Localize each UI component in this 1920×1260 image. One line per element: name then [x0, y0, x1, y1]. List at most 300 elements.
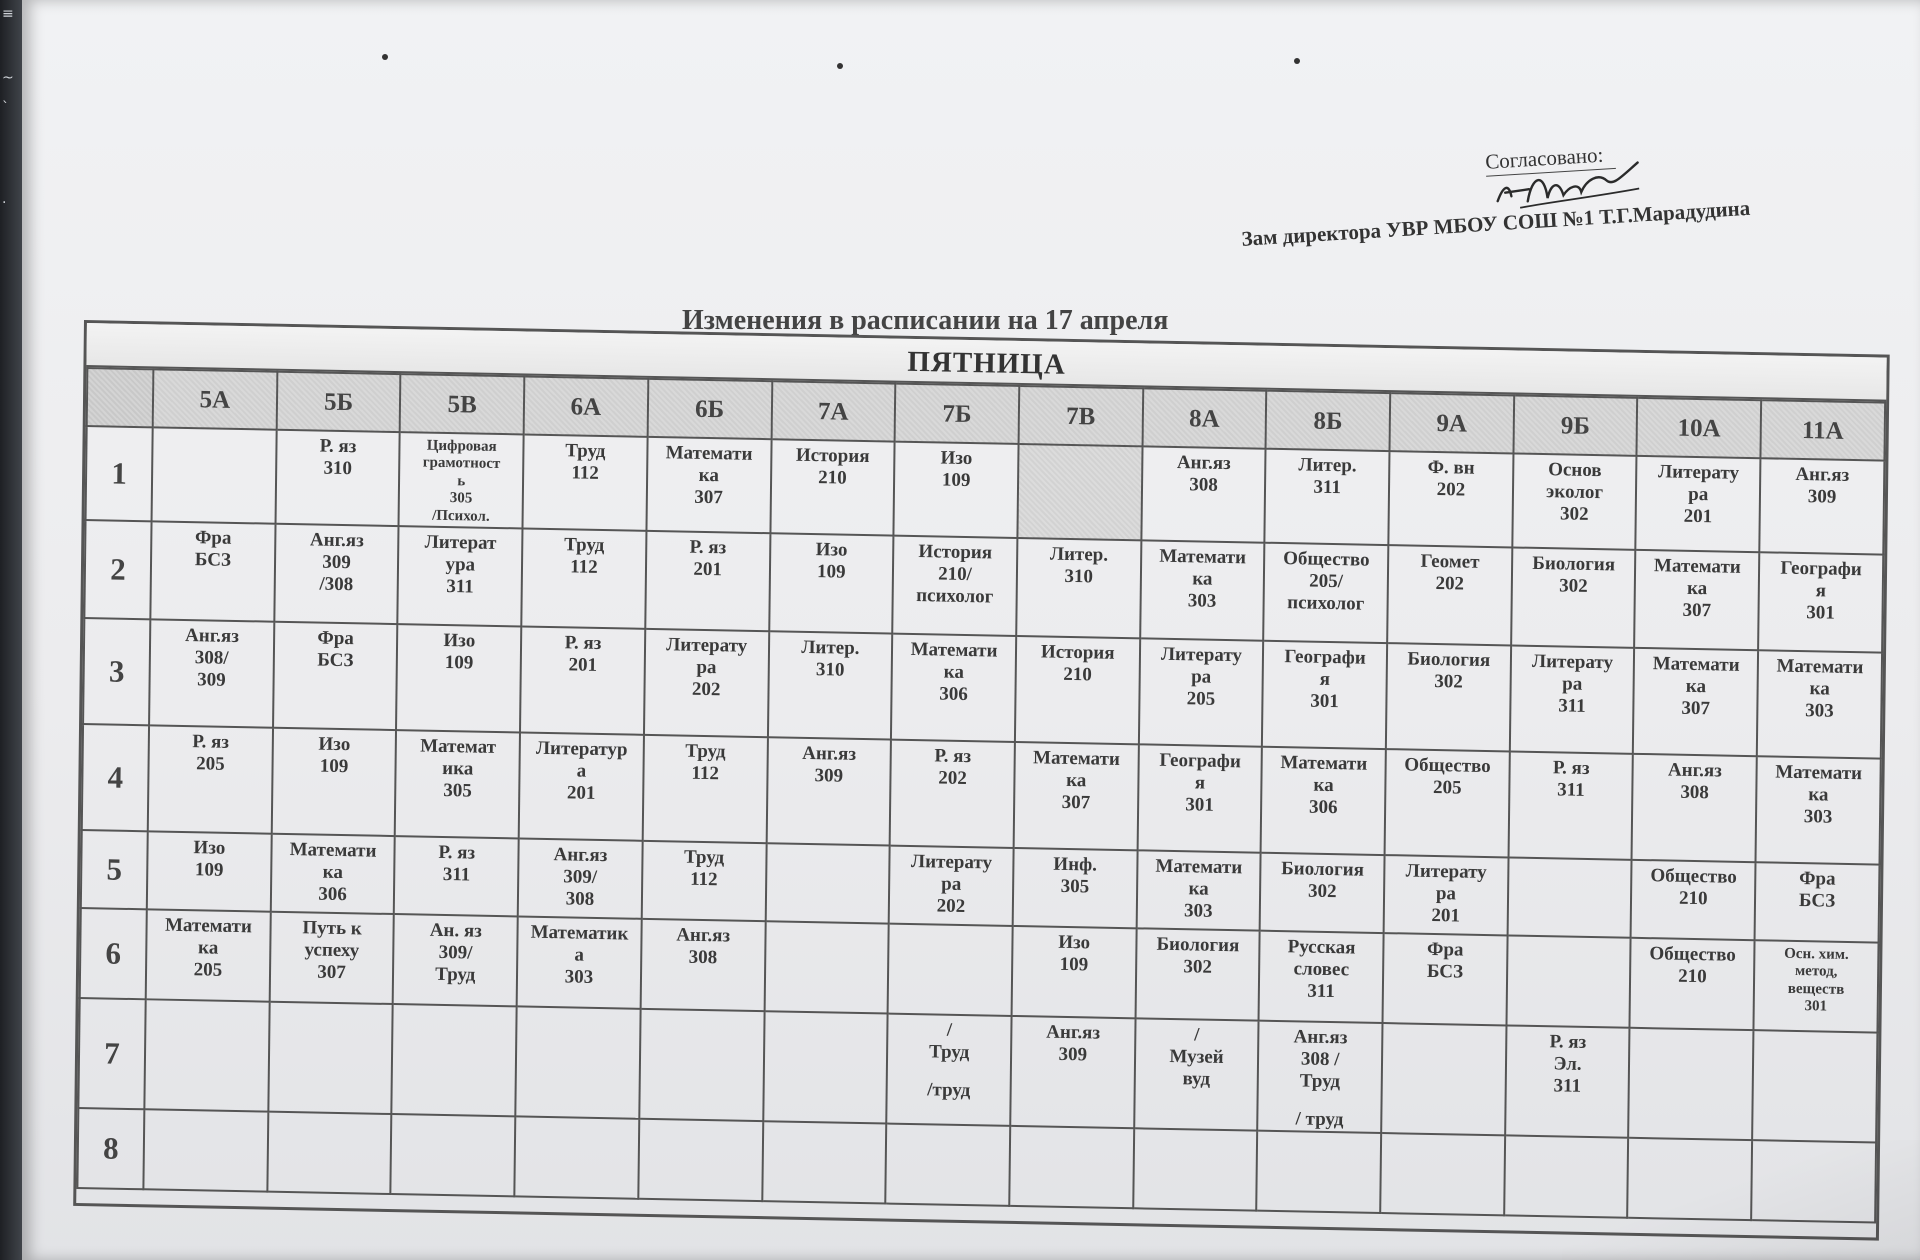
cell-line: а — [576, 760, 587, 782]
class-header: 7В — [1018, 386, 1142, 446]
cell-line: 210 — [1678, 887, 1708, 910]
schedule-cell — [1511, 547, 1636, 647]
schedule-cell — [1265, 449, 1390, 545]
cell-line: / — [946, 1019, 953, 1041]
cell-line: ура — [445, 554, 476, 576]
cell-line: 309 — [1807, 486, 1837, 508]
day-label: ПЯТНИЦА — [907, 345, 1066, 381]
cell-line: Изо — [318, 733, 351, 756]
cell-line: 309 — [1058, 1043, 1088, 1066]
punch-hole — [382, 54, 388, 60]
cell-line: словес — [1293, 958, 1350, 981]
class-header: 9А — [1390, 393, 1514, 453]
cell-line: Ан. яз — [429, 919, 482, 942]
cell-line: Ф. вн — [1427, 456, 1475, 479]
cell-line: Р. яз — [934, 745, 972, 768]
cell-line: Математи — [1155, 855, 1243, 879]
cell-line: 309/ — [438, 941, 473, 964]
cell-line: 301 — [1806, 602, 1835, 624]
schedule-cell — [1508, 751, 1633, 859]
cell-line: 210 — [1678, 965, 1707, 988]
schedule-cell — [762, 1121, 887, 1203]
cell-line: 302 — [1559, 503, 1589, 525]
corner-cell — [87, 368, 154, 427]
cell-line: Р. яз — [319, 435, 357, 458]
cell-line: Труд — [1299, 1070, 1341, 1093]
approval-label: Согласовано: — [1484, 142, 1605, 174]
cell-line: Биология — [1281, 858, 1365, 881]
cell-line: Фра — [317, 627, 355, 650]
schedule-cell — [1017, 444, 1142, 540]
cell-line: ра — [1688, 483, 1709, 506]
schedule-cell — [1635, 550, 1760, 650]
cell-line: Математи — [1776, 655, 1864, 679]
cell-line: ка — [322, 861, 344, 884]
cell-line: Фра — [194, 527, 232, 549]
schedule-cell — [520, 626, 645, 734]
cell-line: 311 — [442, 864, 471, 886]
cell-line: 310 — [815, 659, 845, 681]
schedule-cell — [1262, 641, 1387, 749]
cell-line: Изо — [193, 837, 226, 859]
class-header: 7А — [771, 381, 895, 441]
cell-line: Математи — [910, 638, 998, 662]
cell-line: 205 — [1186, 688, 1216, 710]
schedule-cell — [1387, 545, 1512, 645]
cell-line: Цифровая — [426, 437, 497, 455]
schedule-cell — [149, 619, 274, 727]
cell-line: 109 — [444, 652, 474, 674]
schedule-cell — [1011, 926, 1136, 1018]
cell-line: Литерату — [910, 850, 993, 874]
cell-line: 308 — [688, 946, 718, 969]
schedule-table-frame — [73, 320, 1890, 1241]
schedule-cell — [1755, 862, 1880, 942]
cell-line: Музей — [1169, 1045, 1224, 1069]
cell-line: История — [1040, 641, 1115, 664]
cell-line: 205/ — [1309, 570, 1344, 593]
cell-line: я — [1194, 772, 1206, 794]
schedule-cell — [642, 841, 767, 921]
cell-line: психолог — [916, 585, 994, 608]
edge-glyph: · — [2, 195, 7, 211]
cell-line: 303 — [1805, 700, 1834, 722]
lesson-number: 8 — [77, 1108, 144, 1189]
schedule-cell — [519, 732, 644, 840]
schedule-cell — [1758, 552, 1883, 652]
cell-line: Географи — [1780, 557, 1862, 581]
schedule-cell — [398, 526, 523, 626]
schedule-cell — [1383, 933, 1508, 1025]
schedule-cell — [395, 730, 520, 838]
cell-line: 302 — [1559, 575, 1588, 597]
cell-line: БСЗ — [1798, 890, 1836, 912]
schedule-cell — [1257, 1131, 1382, 1213]
cell-line: 311 — [446, 576, 474, 598]
schedule-cell — [1384, 855, 1509, 935]
cell-line: История — [918, 541, 993, 564]
cell-line: Математи — [1653, 555, 1741, 578]
cell-line: грамотност — [422, 454, 501, 473]
cell-line: 301 — [1804, 998, 1828, 1015]
schedule-cell — [1010, 1016, 1135, 1128]
cell-line: 305 — [449, 490, 473, 507]
schedule-cell — [143, 1109, 268, 1191]
cell-line: Литерату — [1160, 643, 1243, 667]
cell-line: Р. яз — [192, 731, 230, 753]
cell-line: История — [795, 444, 870, 468]
cell-line: Общество — [1650, 865, 1737, 888]
schedule-cell — [888, 924, 1013, 1016]
cell-line: 202 — [691, 678, 721, 701]
schedule-cell — [269, 912, 394, 1004]
class-header: 8А — [1142, 388, 1266, 448]
schedule-cell — [1506, 935, 1631, 1027]
cell-line: 301 — [1185, 794, 1215, 816]
cell-line: 307 — [1681, 697, 1711, 720]
schedule-cell — [268, 1002, 393, 1114]
schedule-cell — [885, 1124, 1010, 1206]
cell-line: ра — [941, 873, 962, 895]
cell-line: 309 — [197, 669, 226, 691]
schedule-cell — [1385, 749, 1510, 857]
schedule-cell — [1015, 636, 1140, 744]
cell-line: 109 — [194, 859, 224, 881]
cell-line: Анг.яз — [802, 742, 857, 765]
cell-line: 303 — [1183, 900, 1213, 922]
cell-line: 109 — [816, 561, 846, 583]
cell-line: Литерату — [1405, 860, 1487, 884]
schedule-cell — [1014, 742, 1139, 850]
cell-line: 308 — [1680, 781, 1710, 804]
schedule-cell — [1631, 860, 1756, 940]
cell-line: Литерату — [1531, 650, 1614, 674]
cell-line: Общество — [1404, 754, 1491, 778]
schedule-cell — [1510, 645, 1635, 753]
schedule-cell — [514, 1117, 639, 1199]
cell-line: Литерат — [424, 531, 497, 554]
schedule-cell — [1137, 744, 1262, 852]
cell-line: 309/ — [563, 866, 598, 888]
schedule-cell — [392, 1004, 517, 1116]
cell-line: успеху — [304, 939, 360, 962]
cell-line: 305 — [443, 780, 472, 802]
cell-line: 303 — [1803, 806, 1833, 828]
schedule-cell — [275, 430, 400, 526]
cell-line: Биология — [1532, 552, 1616, 576]
cell-line: 308 — [1189, 474, 1218, 496]
cell-line: Труд — [564, 534, 605, 557]
schedule-cell — [1259, 931, 1384, 1023]
cell-line: /Психол. — [432, 507, 490, 525]
cell-line: Изо — [815, 539, 848, 561]
cell-line: 112 — [570, 556, 598, 578]
punch-hole — [1294, 58, 1300, 64]
cell-line: Анг.яз — [1176, 452, 1231, 475]
cell-line: Труд — [683, 846, 725, 869]
cell-line: 112 — [690, 868, 718, 891]
cell-line: 210 — [818, 467, 847, 489]
cell-line: Эл. — [1553, 1053, 1582, 1075]
schedule-cell — [1009, 1126, 1134, 1208]
cell-line: Анг.яз — [1046, 1021, 1101, 1044]
cell-line: ка — [1188, 878, 1209, 900]
page-title: Изменения в расписании на 17 апреля — [682, 305, 1169, 336]
paper-sheet — [22, 0, 1920, 1260]
schedule-cell — [1139, 638, 1264, 746]
cell-line: /труд — [927, 1079, 971, 1102]
schedule-cell — [1632, 754, 1757, 862]
cell-line: Математи — [289, 839, 377, 862]
cell-line: Математи — [1775, 761, 1863, 785]
cell-line: Труд — [565, 440, 606, 463]
schedule-cell — [1260, 853, 1385, 933]
cell-line: Р. яз — [1549, 1031, 1587, 1053]
cell-line: 308 / — [1300, 1048, 1340, 1071]
cell-line: 303 — [1187, 590, 1217, 612]
cell-line: 205 — [193, 959, 223, 981]
cell-line: 112 — [691, 762, 720, 785]
cell-line: 302 — [1307, 880, 1337, 903]
cell-line: 303 — [564, 966, 594, 988]
cell-line: Труд — [435, 963, 476, 986]
schedule-cell — [770, 439, 895, 535]
schedule-cell — [642, 735, 767, 843]
cell-line: 202 — [1435, 573, 1465, 595]
cell-line: 302 — [1434, 671, 1463, 693]
approval-block — [1237, 127, 1862, 265]
edge-glyph: ~ — [2, 70, 14, 86]
edge-glyph: ≡ — [2, 6, 14, 22]
cell-line: а — [574, 944, 585, 966]
schedule-cell — [1636, 456, 1761, 552]
lesson-number: 7 — [78, 998, 145, 1109]
cell-line: Анг.яз — [1293, 1026, 1348, 1049]
schedule-cell — [515, 1006, 640, 1118]
schedule-cell — [273, 622, 398, 730]
cell-line: ка — [1808, 784, 1829, 806]
cell-line: Анг.яз — [553, 844, 608, 867]
cell-line: Труд — [928, 1041, 970, 1064]
cell-line: Основ — [1548, 459, 1602, 482]
cell-line: ь — [457, 472, 466, 490]
cell-line: Анг.яз — [1795, 463, 1850, 486]
cell-line: Изо — [1058, 931, 1091, 954]
cell-line: Математи — [1280, 752, 1368, 775]
cell-line: Р. яз — [689, 536, 727, 559]
cell-line: ра — [696, 656, 717, 679]
schedule-cell — [889, 846, 1014, 926]
cell-line: Инф. — [1053, 853, 1098, 876]
class-header: 10А — [1637, 398, 1761, 458]
cell-line: ка — [1066, 769, 1087, 792]
cell-line: 210/ — [938, 563, 973, 586]
schedule-cell — [769, 533, 894, 633]
schedule-cell — [886, 1014, 1011, 1126]
cell-line: Математ — [420, 735, 497, 758]
cell-line: 112 — [571, 462, 599, 484]
cell-line: я — [1815, 580, 1827, 602]
schedule-cell — [1629, 1028, 1754, 1140]
schedule-cell — [270, 834, 395, 914]
schedule-table — [76, 367, 1886, 1224]
cell-line: / — [1194, 1024, 1200, 1046]
class-header: 6Б — [647, 379, 771, 439]
cell-line: Биология — [1156, 933, 1240, 957]
cell-line: Анг.яз — [184, 624, 240, 648]
schedule-cell — [890, 740, 1015, 848]
schedule-cell — [646, 437, 771, 533]
cell-line: Изо — [443, 629, 476, 652]
schedule-cell — [267, 1112, 392, 1194]
lesson-number: 5 — [81, 830, 148, 909]
cell-line: Литерату — [1657, 461, 1740, 484]
cell-line: 311 — [1313, 476, 1342, 499]
cell-line: Труд — [685, 740, 726, 763]
schedule-cell — [892, 536, 1017, 636]
cell-line: 310 — [1064, 565, 1094, 588]
schedule-cell — [521, 528, 646, 628]
cell-line: 307 — [1061, 791, 1091, 814]
schedule-cell — [766, 737, 891, 845]
cell-line: 311 — [1553, 1075, 1582, 1097]
cell-line: Анг.яз — [676, 924, 731, 947]
schedule-cell — [767, 631, 892, 739]
cell-line: ра — [1435, 883, 1457, 905]
class-header: 6А — [524, 376, 648, 436]
cell-line: БСЗ — [317, 649, 354, 672]
cell-line: Путь к — [302, 917, 362, 940]
schedule-cell — [1754, 940, 1879, 1032]
schedule-cell — [639, 1009, 764, 1121]
cell-line: Изо — [940, 447, 973, 470]
schedule-cell — [393, 914, 518, 1006]
cell-line: Анг.яз — [309, 529, 364, 552]
cell-line: 109 — [319, 755, 349, 778]
cell-line: 306 — [318, 883, 347, 906]
schedule-cell — [1136, 850, 1261, 930]
cell-line: Математи — [1652, 653, 1740, 676]
lesson-number: 6 — [80, 908, 147, 999]
class-header: 5Б — [276, 372, 400, 432]
edge-glyph: ` — [2, 100, 9, 116]
cell-line: 308 — [565, 888, 595, 910]
cell-line: Фра — [1799, 868, 1836, 890]
cell-line: 308/ — [194, 647, 229, 669]
cell-line: ка — [1809, 678, 1830, 700]
cell-line: Р. яз — [1552, 757, 1590, 779]
schedule-cell — [891, 634, 1016, 742]
cell-line: Осн. хим. — [1784, 945, 1849, 963]
cell-line: 309 — [814, 765, 844, 787]
schedule-cell — [517, 916, 642, 1008]
cell-line: Анг.яз — [1667, 759, 1722, 782]
schedule-cell — [1013, 848, 1138, 928]
schedule-cell — [763, 1011, 888, 1123]
cell-line: ика — [442, 757, 474, 780]
schedule-cell — [644, 629, 769, 737]
class-header: 5В — [400, 374, 524, 434]
schedule-cell — [1505, 1025, 1630, 1137]
cell-line: ка — [1192, 568, 1213, 590]
schedule-cell — [640, 919, 765, 1011]
cell-line: 307 — [317, 961, 346, 984]
schedule-cell — [1757, 650, 1882, 758]
cell-line: 109 — [941, 469, 971, 492]
cell-line: Географи — [1284, 646, 1366, 669]
cell-line: Математик — [530, 921, 629, 945]
schedule-body — [77, 426, 1884, 1223]
schedule-cell — [152, 427, 277, 523]
cell-line: 307 — [1682, 599, 1712, 622]
cell-line: Фра — [1426, 938, 1464, 961]
cell-line: 202 — [938, 767, 967, 790]
schedule-cell — [1512, 453, 1637, 549]
cell-line: Литер. — [801, 636, 860, 659]
cell-line: Литератур — [535, 737, 628, 761]
class-header: 11А — [1761, 400, 1886, 460]
cell-line: 201 — [568, 654, 598, 676]
class-header: 5А — [153, 369, 277, 429]
cell-line: эколог — [1545, 481, 1604, 504]
lesson-number: 2 — [84, 520, 151, 619]
schedule-cell — [1756, 756, 1881, 864]
class-header: 9Б — [1513, 395, 1637, 455]
cell-line: Р. яз — [564, 632, 602, 654]
cell-line: Биология — [1407, 648, 1491, 672]
schedule-cell — [1386, 643, 1511, 751]
cell-line: Литер. — [1049, 543, 1109, 566]
cell-line: 201 — [1683, 505, 1713, 528]
schedule-cell — [394, 836, 519, 916]
cell-line: 306 — [939, 683, 968, 706]
schedule-cell — [144, 999, 269, 1111]
schedule-cell — [1388, 451, 1513, 547]
class-header: 8Б — [1266, 391, 1390, 451]
cell-line: БСЗ — [194, 549, 232, 571]
schedule-cell — [1016, 538, 1141, 638]
cell-line: веществ — [1787, 980, 1845, 998]
cell-line: 205 — [1432, 777, 1462, 799]
schedule-cell — [150, 521, 275, 621]
cell-line: 311 — [1557, 779, 1585, 801]
cell-line: 202 — [1436, 479, 1466, 501]
cell-line: Р. яз — [438, 841, 476, 864]
cell-line: Литер. — [1298, 454, 1357, 477]
lesson-number: 4 — [82, 724, 149, 831]
schedule-cell — [147, 831, 272, 911]
schedule-cell — [146, 909, 271, 1001]
cell-line: 306 — [1308, 796, 1338, 819]
schedule-cell — [1507, 857, 1632, 937]
schedule-cell — [523, 434, 648, 530]
cell-line: 310 — [323, 457, 353, 480]
cell-line: ка — [698, 464, 720, 487]
cell-line: Геомет — [1420, 550, 1480, 573]
schedule-cell — [638, 1119, 763, 1201]
cell-line: 311 — [1558, 695, 1586, 717]
cell-line: Географи — [1159, 749, 1241, 773]
schedule-cell — [1630, 938, 1755, 1030]
cell-line: вуд — [1182, 1068, 1211, 1090]
schedule-cell — [645, 531, 770, 631]
cell-line: БСЗ — [1426, 960, 1464, 983]
schedule-cell — [396, 624, 521, 732]
cell-line: 305 — [1060, 875, 1090, 898]
lesson-number: 3 — [83, 618, 150, 725]
cell-line: я — [1319, 668, 1331, 691]
cell-line: /308 — [319, 573, 354, 596]
